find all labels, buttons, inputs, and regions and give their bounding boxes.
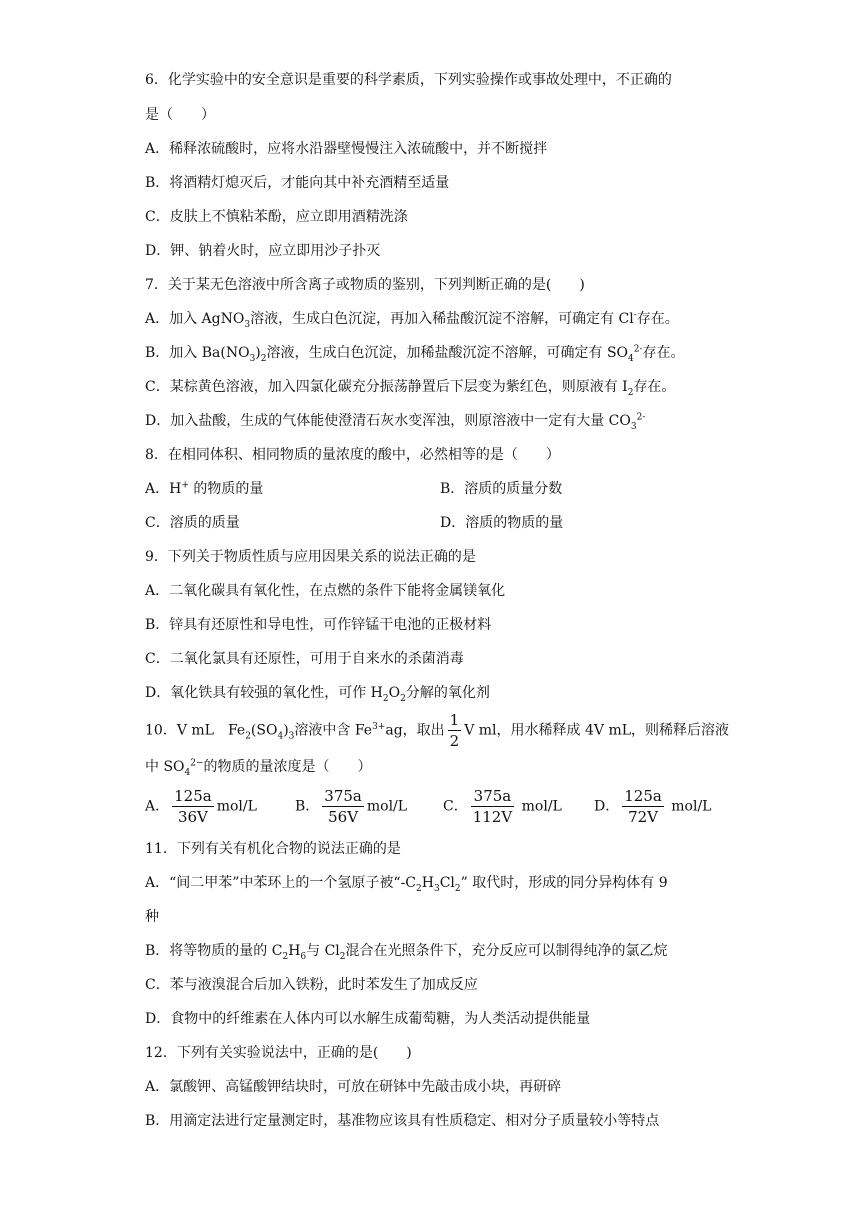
q7-option-a: A．加入 AgNO$_3$溶液，生成白色沉淀，再加入稀盐酸沉淀不溶解，可确定有 Cl-存在。 xyxy=(145,310,679,330)
q11-option-d: D．食物中的纤维素在人体内可以水解生成葡萄糖，为人类活动提供能量 xyxy=(145,1011,591,1027)
q7-option-d: D．加入盐酸，生成的气体能使澄清石灰水变浑浊，则原溶液中一定有大量 $CO_3^{2-}$ xyxy=(145,412,646,432)
q7-option-c: C．某棕黄色溶液，加入四氯化碳充分振荡静置后下层变为紫红色，则原液有 $I_2$存在。 xyxy=(145,379,676,398)
q8-stem: 8．在相同体积、相同物质的量浓度的酸中，必然相等的是（ ） xyxy=(145,447,560,463)
q7-option-b: B．加入 $Ba(NO_3)_2$溶液，生成白色沉淀，加稀盐酸沉淀不溶解，可确定有 $SO_4^{2-}$存在。 xyxy=(145,344,685,364)
q11-option-a: A．“间二甲苯”中苯环上的一个氢原子被“$-C_2H_3Cl_2$” 取代时，形成的同分异构体有 9 xyxy=(145,875,668,894)
q10-option-d: D． $\frac{125a}{72V}$ mol/L xyxy=(594,787,712,826)
q10-option-a: A． $\frac{125a}{36V}$ mol/L xyxy=(145,787,257,826)
q9-stem: 9．下列关于物质性质与应用因果关系的说法正确的是 xyxy=(145,549,476,565)
q10-stem-line2: 中 $SO_4^{2-}$的物质的量浓度是（ ） xyxy=(145,758,372,778)
q9-option-b: B．锌具有还原性和导电性，可作锌锰干电池的正极材料 xyxy=(145,617,492,633)
fraction-one-half: $\frac{1}{2}$ xyxy=(449,711,460,750)
q8-option-a: A．H+ 的物质的量 xyxy=(145,480,264,497)
q6-option-b: B．将酒精灯熄灭后，才能向其中补充酒精至适量 xyxy=(145,175,450,191)
q12-option-a: A．氯酸钾、高锰酸钾结块时，可放在研钵中先敲击成小块，再研碎 xyxy=(145,1079,562,1095)
q11-option-b: B．将等物质的量的 $C_2H_6$与 $Cl_2$混合在光照条件下，充分反应可以制得纯净的氯乙烷 xyxy=(145,943,668,962)
q8-option-d: D．溶质的物质的量 xyxy=(440,515,564,531)
q6-option-a: A．稀释浓硫酸时，应将水沿器壁慢慢注入浓硫酸中，并不断搅拌 xyxy=(145,141,548,157)
q11-option-c: C．苯与液溴混合后加入铁粉，此时苯发生了加成反应 xyxy=(145,977,478,993)
q6-option-c: C．皮肤上不慎粘苯酚，应立即用酒精洗涤 xyxy=(145,209,408,225)
q12-stem: 12．下列有关实验说法中，正确的是( ) xyxy=(145,1045,412,1061)
q9-option-d: D．氧化铁具有较强的氧化性，可作 $H_2O_2$分解的氧化剂 xyxy=(145,685,490,704)
q10-option-c: C． $\frac{375a}{112V}$ mol/L xyxy=(443,787,562,826)
q7-stem: 7．关于某无色溶液中所含离子或物质的鉴别，下列判断正确的是( ) xyxy=(145,277,585,293)
q12-option-b: B．用滴定法进行定量测定时，基准物应该具有性质稳定、相对分子质量较小等特点 xyxy=(145,1113,660,1129)
q8-option-b: B．溶质的质量分数 xyxy=(440,481,563,497)
q6-option-d: D．钾、钠着火时，应立即用沙子扑灭 xyxy=(145,243,381,259)
q11-option-a-line2: 种 xyxy=(145,909,159,925)
q10-stem-line1: 10．V mL $Fe_2(SO_4)_3$溶液中含 $Fe^{3+}ag$，取出 $\frac{1}{2}$ V ml，用水稀释成 4V mL，则稀释后溶液 xyxy=(145,711,730,750)
q6-stem-line2: 是（ ） xyxy=(145,107,215,123)
q10-option-b: B． $\frac{375a}{56V}$ mol/L xyxy=(295,787,408,826)
q9-option-a: A．二氧化碳具有氧化性，在点燃的条件下能将金属镁氧化 xyxy=(145,583,506,599)
q11-stem: 11．下列有关有机化合物的说法正确的是 xyxy=(145,841,401,857)
q8-option-c: C．溶质的质量 xyxy=(145,515,240,531)
q9-option-c: C．二氧化氯具有还原性，可用于自来水的杀菌消毒 xyxy=(145,651,464,667)
q6-stem-line1: 6．化学实验中的安全意识是重要的科学素质，下列实验操作或事故处理中，不正确的 xyxy=(145,72,672,88)
